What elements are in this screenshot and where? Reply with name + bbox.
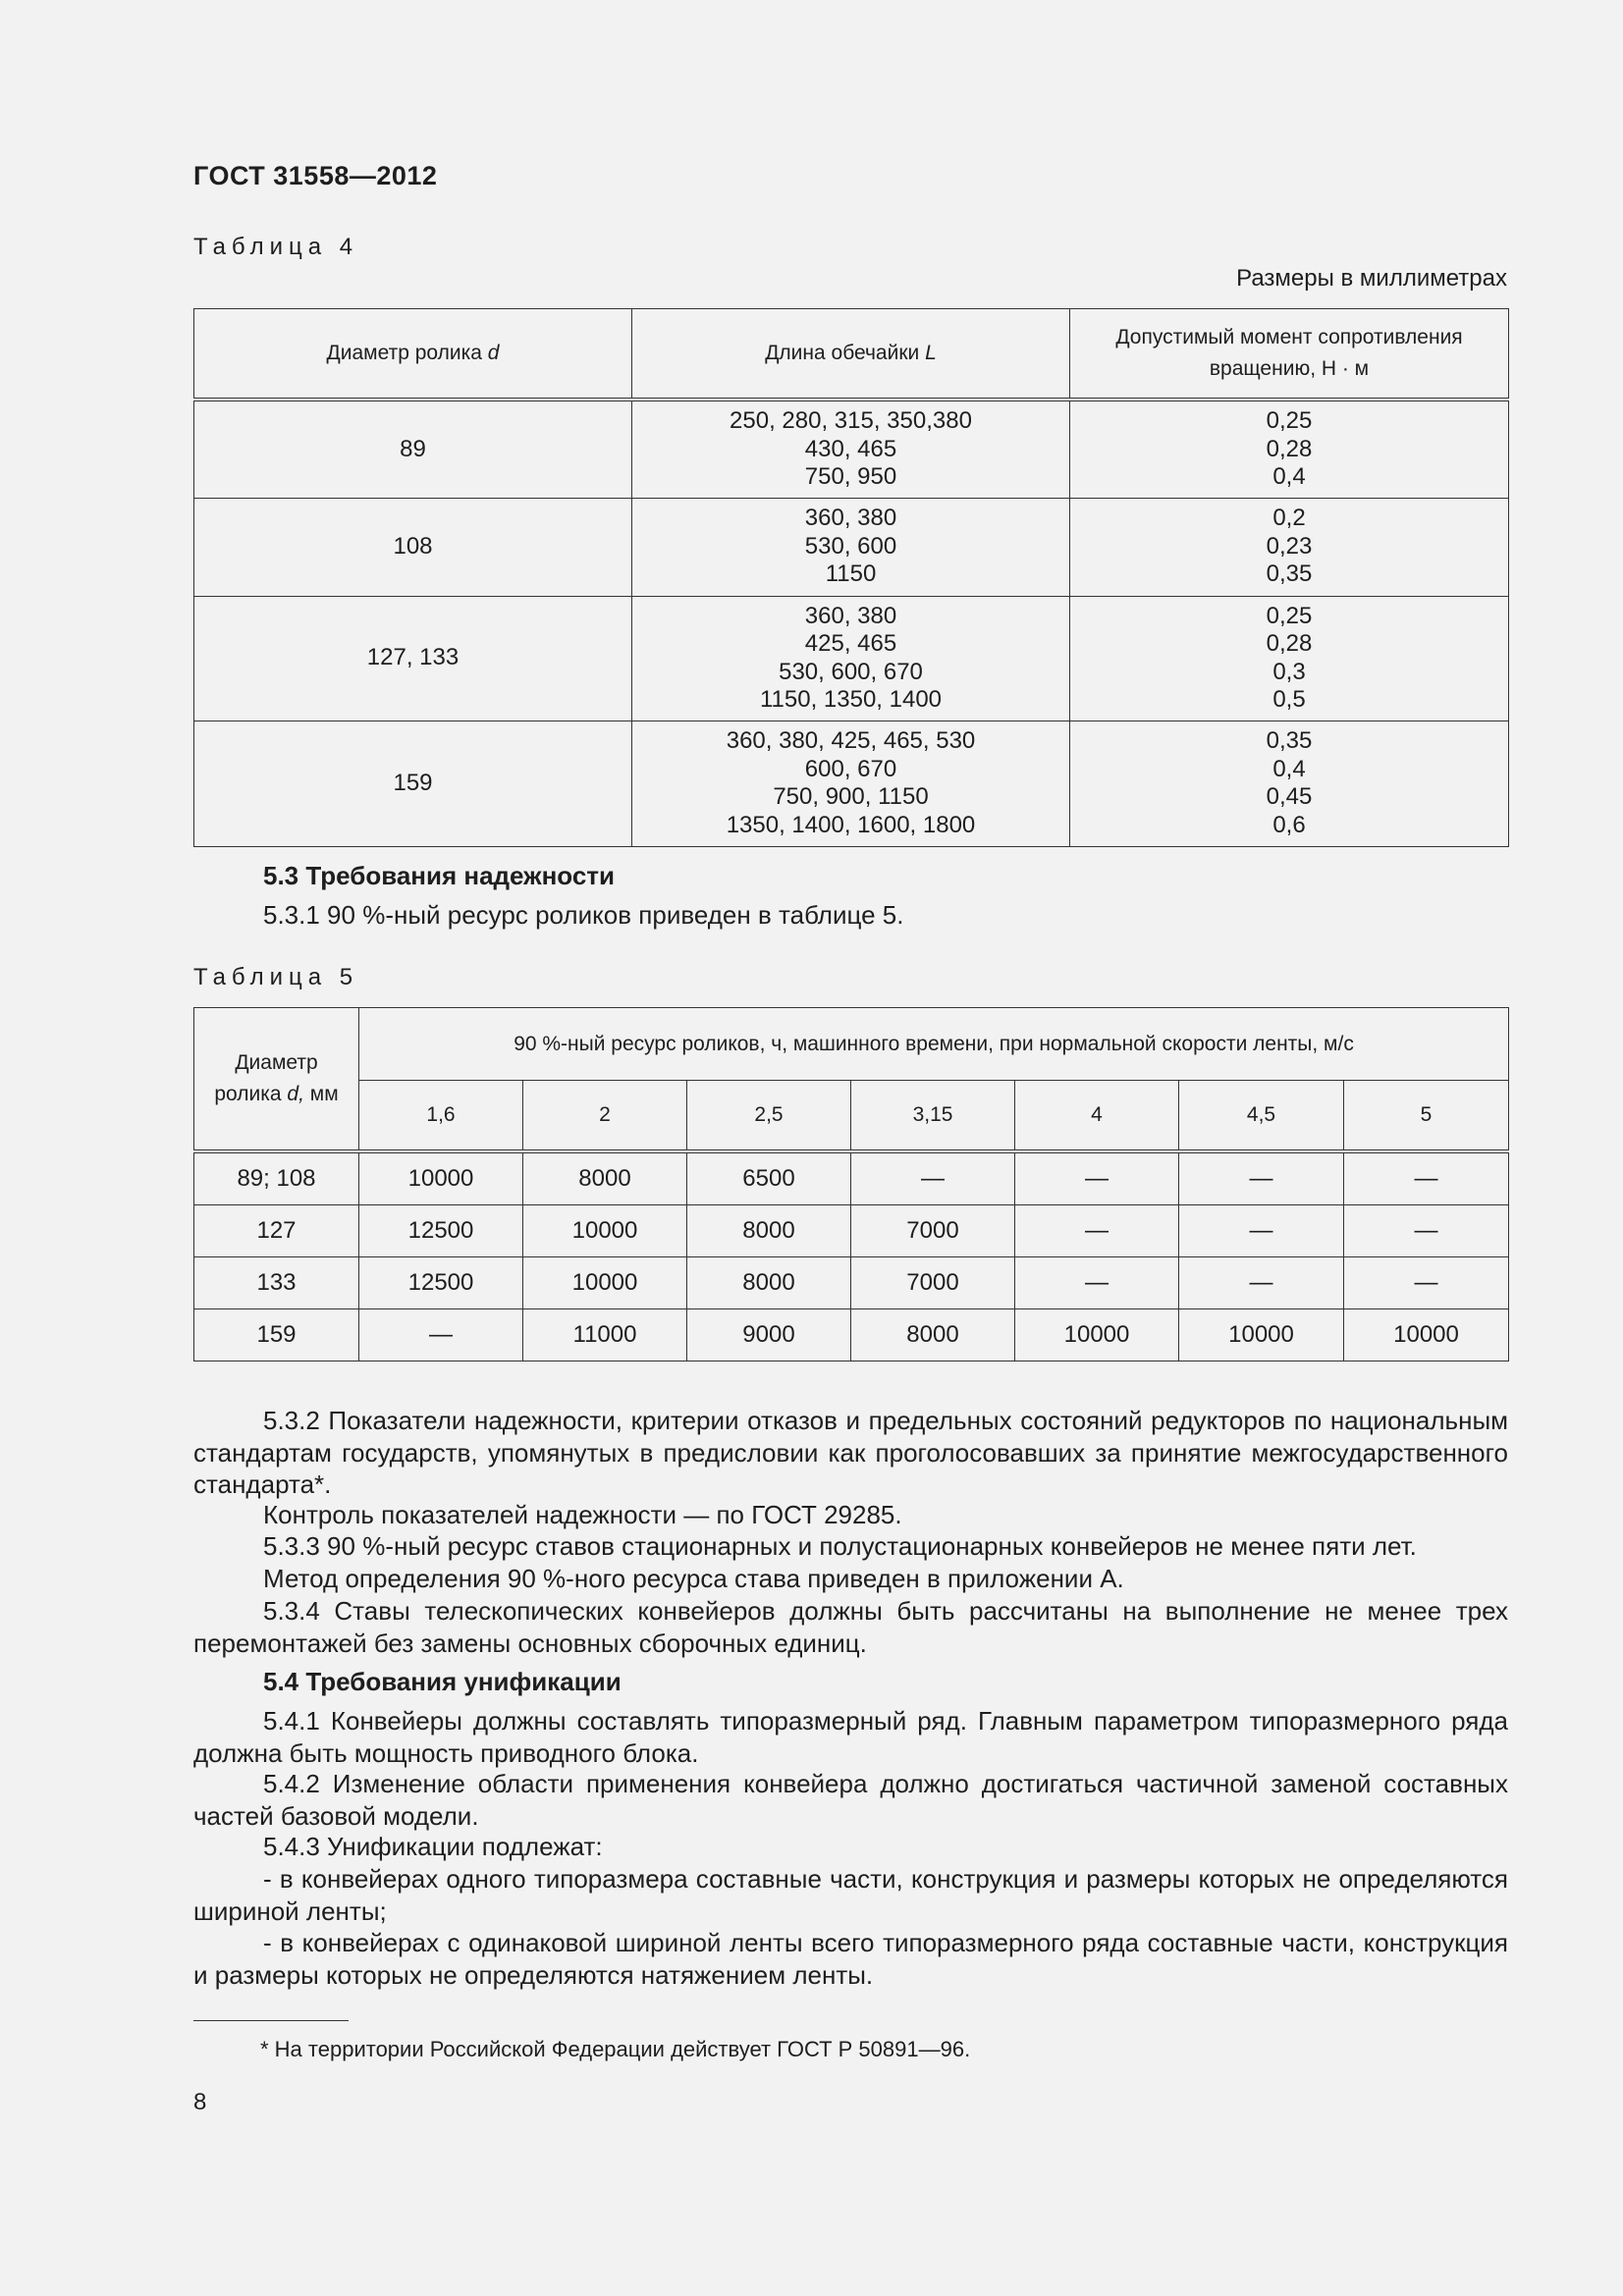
t5-cell: 8000	[687, 1204, 851, 1256]
t4-moments: 0,35 0,4 0,45 0,6	[1070, 721, 1509, 846]
t5-cell: 10000	[523, 1256, 687, 1308]
t4-diameter: 159	[194, 721, 632, 846]
t5-cell: 9000	[687, 1308, 851, 1361]
t4-diameter: 127, 133	[194, 596, 632, 721]
t5-cell: 10000	[1179, 1308, 1344, 1361]
t5-cell: —	[1015, 1256, 1179, 1308]
t5-cell: —	[1179, 1151, 1344, 1205]
list-item: - в конвейерах одного типоразмера составные части, конструкция и размеры которых не определяются шириной ленты;	[193, 1864, 1508, 1926]
table-row	[194, 721, 1509, 846]
section-5-3-title: 5.3 Требования надежности	[263, 861, 616, 890]
t5-cell: —	[851, 1151, 1015, 1205]
t4-moments: 0,2 0,23 0,35	[1070, 498, 1509, 596]
t5-cell: 10000	[359, 1151, 523, 1205]
t5-cell: —	[359, 1308, 523, 1361]
table-5	[193, 1007, 1509, 1362]
table-row	[194, 400, 1509, 498]
document-code: ГОСТ 31558—2012	[193, 161, 438, 190]
paragraph-5-4-3: 5.4.3 Унификации подлежат:	[263, 1832, 603, 1861]
t4-header-moment: Допустимый момент сопротивления вращению, Н · м	[1070, 309, 1509, 400]
paragraph-5-4-1: 5.4.1 Конвейеры должны составлять типоразмерный ряд. Главным параметром типоразмерного ряда должна быть мощность приводного блока.	[193, 1706, 1508, 1768]
t5-speed: 2	[523, 1081, 687, 1151]
t5-speed: 4,5	[1179, 1081, 1344, 1151]
table-4-units: Размеры в миллиметрах	[1236, 265, 1507, 292]
t5-header-resource: 90 %-ный ресурс роликов, ч, машинного времени, при нормальной скорости ленты, м/с	[359, 1008, 1509, 1081]
paragraph-5-3-3: 5.3.3 90 %-ный ресурс ставов стационарных и полустационарных конвейеров не менее пяти лет.	[263, 1531, 1417, 1561]
t4-lengths: 360, 380 425, 465 530, 600, 670 1150, 1350, 1400	[632, 596, 1070, 721]
t5-cell: 8000	[851, 1308, 1015, 1361]
t5-cell: 10000	[1015, 1308, 1179, 1361]
table-row	[194, 1204, 1509, 1256]
footnote: * На территории Российской Федерации действует ГОСТ Р 50891—96.	[260, 2037, 971, 2061]
t5-cell: 7000	[851, 1256, 1015, 1308]
t5-cell: 12500	[359, 1204, 523, 1256]
t5-speed: 3,15	[851, 1081, 1015, 1151]
t5-cell: 6500	[687, 1151, 851, 1205]
paragraph-5-3-4: 5.3.4 Ставы телескопических конвейеров должны быть рассчитаны на выполнение не менее трех перемонтажей без замены основных сборочных единиц.	[193, 1596, 1508, 1658]
t5-cell: —	[1344, 1204, 1509, 1256]
page-number: 8	[193, 2089, 207, 2115]
t5-cell: —	[1344, 1151, 1509, 1205]
t5-cell: 8000	[523, 1151, 687, 1205]
t5-cell: 7000	[851, 1204, 1015, 1256]
t5-cell: 159	[194, 1308, 359, 1361]
table-row	[194, 1151, 1509, 1205]
paragraph-5-3-1: 5.3.1 90 %-ный ресурс роликов приведен в таблице 5.	[263, 900, 904, 930]
table-4-caption: Таблица 4	[193, 234, 359, 260]
t5-cell: 10000	[1344, 1308, 1509, 1361]
table-row	[194, 498, 1509, 596]
t5-speed: 2,5	[687, 1081, 851, 1151]
t4-lengths: 360, 380 530, 600 1150	[632, 498, 1070, 596]
t5-cell: —	[1179, 1256, 1344, 1308]
paragraph-5-3-2: 5.3.2 Показатели надежности, критерии отказов и предельных состояний редукторов по национальным стандартам государств, упомянутых в предисловии как проголосовавших за принятие межгосударственного стандарта*.	[193, 1406, 1508, 1499]
paragraph-5-3-3-method: Метод определения 90 %-ного ресурса става приведен в приложении А.	[263, 1564, 1124, 1593]
t4-header-diameter: Диаметр ролика d	[194, 309, 632, 400]
table-5-caption: Таблица 5	[193, 964, 359, 990]
t5-cell: 10000	[523, 1204, 687, 1256]
paragraph-5-4-2: 5.4.2 Изменение области применения конвейера должно достигаться частичной заменой составных частей базовой модели.	[193, 1769, 1508, 1831]
t5-speed: 1,6	[359, 1081, 523, 1151]
t4-lengths: 250, 280, 315, 350,380 430, 465 750, 950	[632, 400, 1070, 498]
t5-cell: —	[1179, 1204, 1344, 1256]
paragraph-5-3-2-control: Контроль показателей надежности — по ГОСТ 29285.	[263, 1500, 902, 1529]
t5-cell: —	[1344, 1256, 1509, 1308]
t4-header-length: Длина обечайки L	[632, 309, 1070, 400]
table-row	[194, 596, 1509, 721]
t5-speed: 5	[1344, 1081, 1509, 1151]
t5-cell: 8000	[687, 1256, 851, 1308]
table-row	[194, 1308, 1509, 1361]
t5-header-diameter: Диаметр ролика d, мм	[194, 1008, 359, 1151]
t5-speed: 4	[1015, 1081, 1179, 1151]
t4-diameter: 89	[194, 400, 632, 498]
t4-moments: 0,25 0,28 0,3 0,5	[1070, 596, 1509, 721]
t5-cell: 12500	[359, 1256, 523, 1308]
t5-cell: —	[1015, 1204, 1179, 1256]
t5-cell: —	[1015, 1151, 1179, 1205]
footnote-divider	[193, 2020, 349, 2021]
t5-cell: 133	[194, 1256, 359, 1308]
list-item: - в конвейерах с одинаковой шириной ленты всего типоразмерного ряда составные части, конструкция и размеры которых не определяются натяжением ленты.	[193, 1928, 1508, 1990]
t5-cell: 11000	[523, 1308, 687, 1361]
t4-lengths: 360, 380, 425, 465, 530 600, 670 750, 900, 1150 1350, 1400, 1600, 1800	[632, 721, 1070, 846]
section-5-4-title: 5.4 Требования унификации	[263, 1667, 622, 1696]
table-row	[194, 1256, 1509, 1308]
t4-diameter: 108	[194, 498, 632, 596]
t5-cell: 127	[194, 1204, 359, 1256]
t5-cell: 89; 108	[194, 1151, 359, 1205]
t4-moments: 0,25 0,28 0,4	[1070, 400, 1509, 498]
table-4	[193, 308, 1509, 847]
